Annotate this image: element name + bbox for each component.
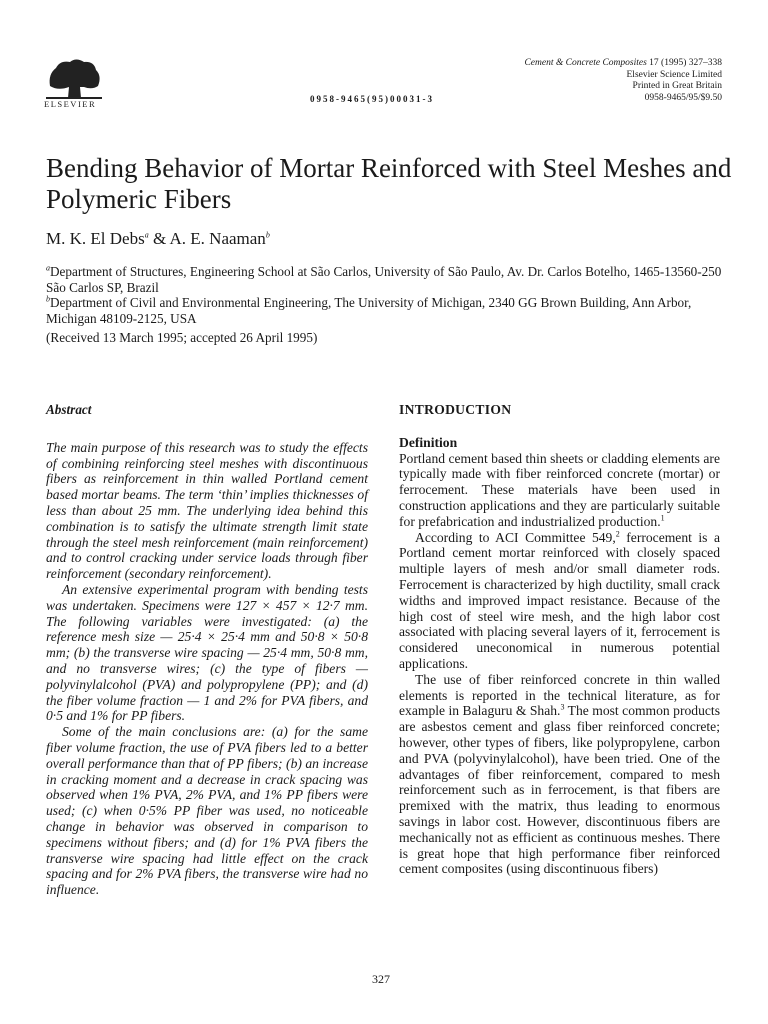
abstract-heading: Abstract [46,402,92,417]
intro-paragraph-3-text-b: The most common products are asbestos cement and glass fiber reinforced concrete; however, other types of fibers, like polypropylene, carbon and PVA (polyvinylalcohol), have been tried. One of the advantages of fiber reinforcement, compared to mesh reinforcement such as in ferrocement, is that fibers are premixed with the matrix, thus leading to enormous savings in labor cost. However, discontinuous fibers are mechanically not as efficient as continuous meshes. There is great hope that high performance fiber reinforced cement composites (using discontinuous fibers) [399,703,721,877]
affiliation-a [46,264,726,295]
author-1: M. K. El Debs [46,229,145,248]
received-dates: (Received 13 March 1995; accepted 26 April 1995) [46,330,318,345]
intro-paragraph-2-text-b: ferrocement is a Portland cement mortar reinforced with closely spaced multiple layers of mesh and/or small diameter rods. Ferrocement is characterized by high ductility, small crack widths and improved impact resistance. Because of the high cost of steel wire mesh, and the high labor cost associated with placing several layers of it, ferrocement is considered uneconomical in numerous potential applications. [399,529,720,671]
journal-name: Cement & Concrete Composites [524,58,647,68]
intro-paragraph-3 [399,672,720,877]
author-2-affil-mark: b [265,230,270,240]
affiliation-b-mark: b [46,294,50,304]
reference-1: 1 [660,513,665,523]
abstract-paragraph-1: The main purpose of this research was to study the effects of combining reinforcing steel meshes with discontinuous fibers as reinforcement in thin walled Portland cement based mortar beams. The term ‘thin’ implies thicknesses of less than about 25 mm. The underlying idea behind this combination is to satisfy the ultimate strength limit state through the steel mesh reinforcement (main reinforcement) and to control cracking under service loads through fiber reinforcement (secondary reinforcement). [46,439,368,582]
affiliations [46,264,726,326]
affiliation-b-text: Department of Civil and Environmental Engineering, The University of Michigan, 2340 GG Brown Building, Ann Arbor, Michigan 48109-2125, USA [46,295,692,326]
intro-paragraph-3-text-a: The use of fiber reinforced concrete in thin walled elements is reported in the technical literature, as for example in Balaguru & Shah. [399,671,720,719]
journal-info [524,58,722,104]
journal-volume: 17 (1995) 327–338 [649,58,722,68]
publisher-name: ELSEVIER [44,99,97,109]
author-2: A. E. Naaman [169,229,266,248]
affiliation-b [46,295,726,326]
intro-paragraph-2-text-a: According to ACI Committee 549, [415,529,616,545]
intro-paragraph-1-text: Portland cement based thin sheets or cladding elements are typically made with fiber reinforced concrete (mortar) or ferrocement. These materials have been used in construction applications and they are particularly suitable for prefabrication and industrialized production. [399,450,720,529]
abstract-paragraph-2: An extensive experimental program with bending tests was undertaken. Specimens were 127 × 457 × 12·7 mm. The following variables were investigated: (a) the reference mesh size — 25·4 × 25·4 mm and 50·8 × 50·8 mm; (b) the transverse wire spacing — 25·4 mm, 50·8 mm, and no transverse wires; (c) the type of fibers — polyvinylalcohol (PVA) and polypropylene (PP); and (d) the fiber volume fraction — 1 and 2% for PVA fibers, and 0·5 and 1% for PP fibers. [46,581,368,724]
issn-code: 0958-9465(95)00031-3 [310,94,434,104]
reference-2: 2 [615,529,620,539]
abstract-paragraph-3: Some of the main conclusions are: (a) for the same fiber volume fraction, the use of PVA fibers led to a better overall performance than that of PP fibers; (b) an increase in cracking moment and a decrease in crack spacing was observed when 1% PVA, 2% PVA, and 1% PP fibers were used; (c) when 0·5% PP fiber was used, no noticeable change in behavior was observed in comparison to specimens without fibers; and (d) for 1% PVA fibers the transverse wire spacing had little effect on the crack spacing and for 2% PVA fibers, the transverse wire had no influence. [46,724,368,898]
affiliation-a-mark: a [46,263,50,273]
abstract-column [46,402,368,898]
author-line [46,229,270,249]
author-separator: & [148,229,170,248]
introduction-column [399,402,720,877]
intro-paragraph-1 [399,451,720,530]
journal-price-line: 0958-9465/95/$9.50 [644,92,722,103]
journal-publisher-line: Elsevier Science Limited [626,69,722,80]
reference-3: 3 [560,702,565,712]
definition-subheading: Definition [399,434,458,450]
article-title: Bending Behavior of Mortar Reinforced with Steel Meshes and Polymeric Fibers [46,153,732,214]
author-1-affil-mark: a [144,230,149,240]
page-number: 327 [372,972,390,986]
intro-paragraph-2 [399,530,720,672]
affiliation-a-text: Department of Structures, Engineering School at São Carlos, University of São Paulo, Av. Dr. Carlos Botelho, 1465-13560-250 São Carlos SP, Brazil [46,264,722,295]
journal-printed-line: Printed in Great Britain [632,81,722,91]
introduction-heading: INTRODUCTION [399,402,512,417]
